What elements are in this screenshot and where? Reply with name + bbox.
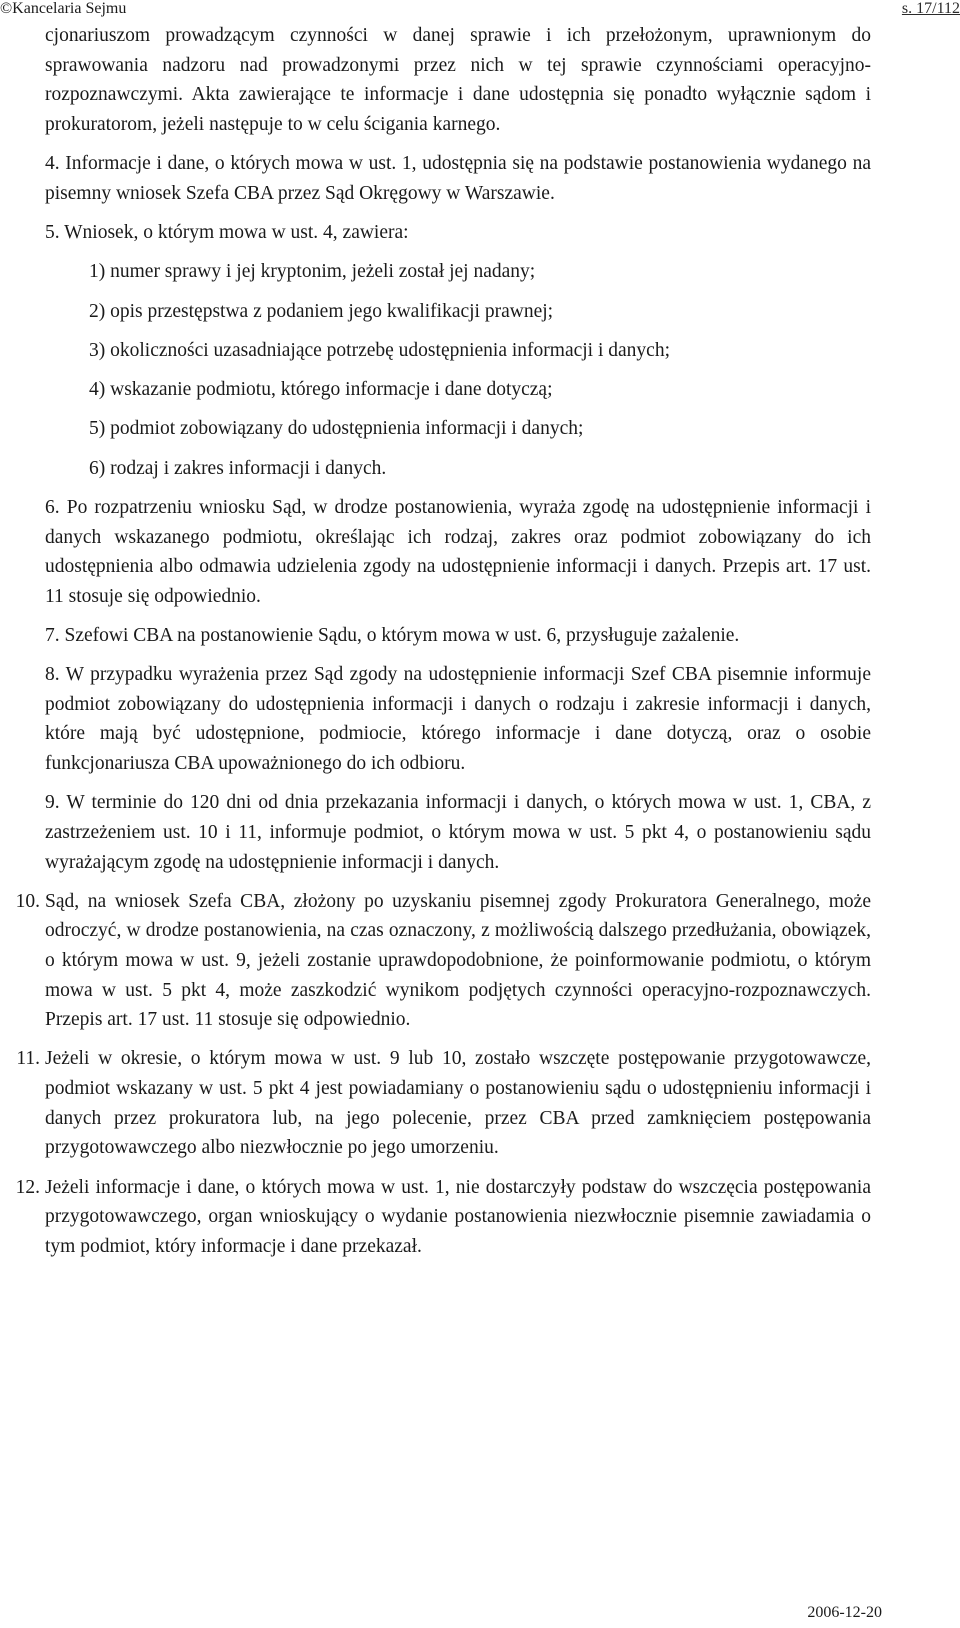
- section-11: [16, 1044, 871, 1162]
- document-body: [15, 21, 871, 1261]
- section-10: [15, 887, 871, 1035]
- list-item: 3) okoliczności uzasadniające potrzebę udostępnienia informacji i danych;: [89, 339, 670, 361]
- page-number-link[interactable]: s. 17/112: [901, 0, 960, 17]
- section-10-number: 10.: [15, 890, 40, 912]
- intro-paragraph: cjonariuszom prowadzącym czynności w danej sprawie i ich przełożonym, uprawnionym do sprawowania nadzoru nad prowadzonymi przez nich w tej sprawie czynnościami operacyjno-rozpoznawczymi. Akta zawierające te informacje i dane udostępnia się ponadto wyłącznie sądom i prokuratorom, jeżeli następuje to w celu ścigania karnego.: [45, 25, 871, 135]
- section-8: 8. W przypadku wyrażenia przez Sąd zgody na udostępnienie informacji Szef CBA pisemnie informuje podmiot zobowiązany do udostępnienia informacji i danych o rodzaju i zakresie informacji i danych, które mają być udostępnione, podmiocie, którego informacje i dane dotyczą, oraz o osobie funkcjonariusza CBA upoważnionego do ich odbioru.: [45, 664, 871, 775]
- section-12: [15, 1173, 871, 1262]
- list-item: 5) podmiot zobowiązany do udostępnienia informacji i danych;: [89, 418, 584, 440]
- section-10-text: Sąd, na wniosek Szefa CBA, złożony po uzyskaniu pisemnej zgody Prokuratora Generalnego, może odroczyć, w drodze postanowienia, na czas oznaczony, z możliwością dalszego przedłużania, obowiązek, o którym mowa w ust. 9, jeżeli zostanie uprawdopodobnione, że poinformowanie podmiotu, o którym mowa w ust. 5 pkt 4, może zaszkodzić wynikom podjętych czynności operacyjno-rozpoznawczych. Przepis art. 17 ust. 11 stosuje się odpowiednio.: [45, 890, 871, 1031]
- section-11-text: Jeżeli w okresie, o którym mowa w ust. 9 lub 10, zostało wszczęte postępowanie przygotowawcze, podmiot wskazany w ust. 5 pkt 4 jest powiadamiany o postanowieniu sądu o udostępnieniu informacji i danych przez prokuratora lub, na jego polecenie, przez CBA przed zamknięciem postępowania przygotowawczego albo niezwłocznie po jego umorzeniu.: [45, 1048, 871, 1159]
- section-11-number: 11.: [16, 1048, 40, 1070]
- section-12-text: Jeżeli informacje i dane, o których mowa w ust. 1, nie dostarczyły podstaw do wszczęcia postępowania przygotowawczego, organ wnioskujący o wydanie postanowienia niezwłocznie pisemnie zawiadamia o tym podmiot, który informacje i dane przekazał.: [45, 1176, 871, 1257]
- section-7: 7. Szefowi CBA na postanowienie Sądu, o którym mowa w ust. 6, przysługuje zażalenie.: [45, 624, 740, 646]
- list-item: 2) opis przestępstwa z podaniem jego kwalifikacji prawnej;: [89, 300, 554, 322]
- copyright-label: ©Kancelaria Sejmu: [0, 0, 127, 17]
- section-6: 6. Po rozpatrzeniu wniosku Sąd, w drodze postanowienia, wyraża zgodę na udostępnienie informacji i danych wskazanego podmiotu, określając ich rodzaj, zakres oraz podmiot zobowiązany do ich udostępnienia albo odmawia udzielenia zgody na udostępnienie informacji i danych. Przepis art. 17 ust. 11 stosuje się odpowiednio.: [45, 496, 871, 607]
- section-5-list: [45, 257, 871, 483]
- list-item: 1) numer sprawy i jej kryptonim, jeżeli został jej nadany;: [89, 261, 536, 283]
- section-5: 5. Wniosek, o którym mowa w ust. 4, zawiera:: [45, 221, 409, 243]
- list-item: 4) wskazanie podmiotu, którego informacje i dane dotyczą;: [89, 379, 553, 401]
- list-item: 6) rodzaj i zakres informacji i danych.: [89, 457, 387, 479]
- page-header: [0, 0, 960, 22]
- section-4: 4. Informacje i dane, o których mowa w ust. 1, udostępnia się na podstawie postanowienia wydanego na pisemny wniosek Szefa CBA przez Sąd Okręgowy w Warszawie.: [45, 153, 871, 204]
- section-9: 9. W terminie do 120 dni od dnia przekazania informacji i danych, o których mowa w ust. 1, CBA, z zastrzeżeniem ust. 10 i 11, informuje podmiot, o którym mowa w ust. 5 pkt 4, o postanowieniu sądu wyrażającym zgodę na udostępnienie informacji i danych.: [45, 792, 871, 873]
- section-12-number: 12.: [15, 1176, 40, 1198]
- footer-date: 2006-12-20: [807, 1604, 882, 1621]
